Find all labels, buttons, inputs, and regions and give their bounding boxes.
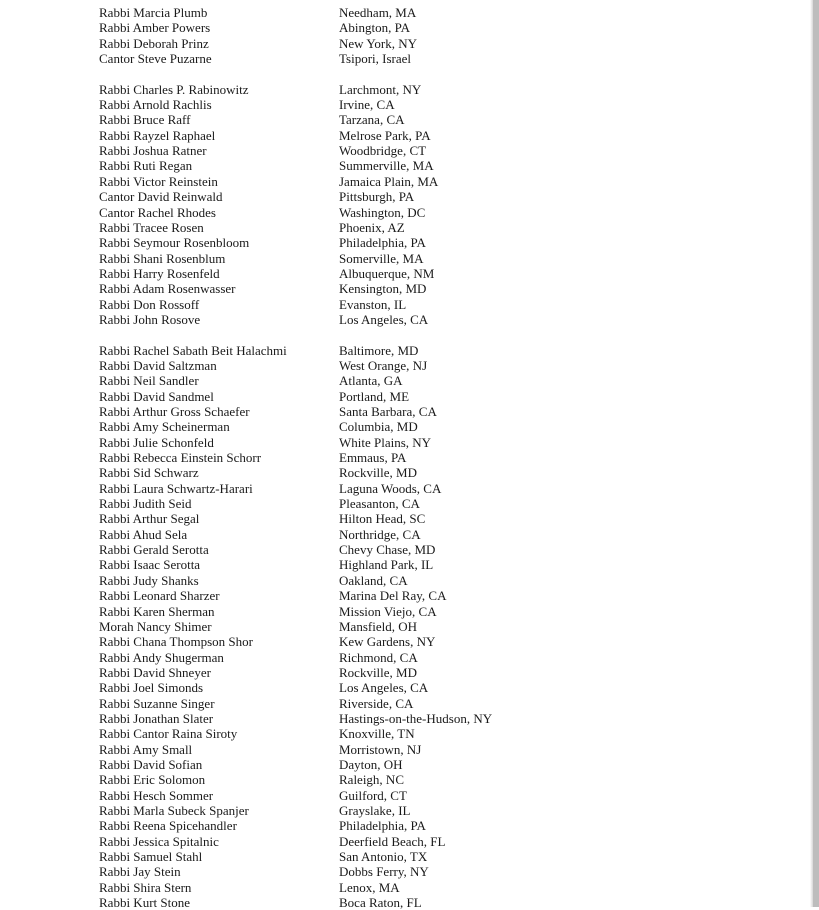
list-item <box>99 557 659 572</box>
signatory-location: West Orange, NJ <box>339 358 428 373</box>
signatory-name: Rabbi Cantor Raina Siroty <box>99 726 238 742</box>
signatory-location: Atlanta, GA <box>339 373 403 389</box>
list-item <box>99 220 659 235</box>
list-item <box>99 128 659 143</box>
signatory-location: Northridge, CA <box>339 526 421 542</box>
page-edge <box>813 0 819 907</box>
signatory-location: Larchmont, NY <box>339 81 422 97</box>
signatory-location: Los Angeles, CA <box>339 680 429 696</box>
list-item <box>99 588 659 603</box>
list-item <box>99 51 659 66</box>
list-item <box>99 726 659 741</box>
list-item <box>99 680 659 695</box>
signatory-name: Rabbi David Shneyer <box>99 664 211 680</box>
signatory-name: Rabbi Chana Thompson Shor <box>99 634 253 650</box>
list-item <box>99 419 659 434</box>
signatory-location: Emmaus, PA <box>339 450 407 466</box>
list-item <box>99 803 659 818</box>
list-item <box>99 573 659 588</box>
signatory-name: Rabbi Hesch Sommer <box>99 787 214 803</box>
signatory-name: Cantor Rachel Rhodes <box>99 204 216 220</box>
list-item <box>99 711 659 726</box>
signatory-location: Summerville, MA <box>339 158 434 174</box>
signatory-name: Rabbi Suzanne Singer <box>99 695 215 711</box>
list-item <box>99 542 659 557</box>
signatory-location: Kensington, MD <box>339 281 427 297</box>
signatory-location: Boca Raton, FL <box>339 895 422 910</box>
signatory-location: Hastings-on-the-Hudson, NY <box>339 710 493 726</box>
list-item <box>99 358 659 373</box>
signatory-location: Columbia, MD <box>339 419 418 435</box>
signatory-list <box>99 5 659 910</box>
signatory-location: Somerville, MA <box>339 250 424 266</box>
signatory-location: Deerfield Beach, FL <box>339 833 446 849</box>
list-item <box>99 205 659 220</box>
list-item <box>99 849 659 864</box>
list-item <box>99 665 659 680</box>
signatory-location: Mansfield, OH <box>339 618 417 634</box>
list-item <box>99 604 659 619</box>
list-group <box>99 5 659 66</box>
signatory-name: Rabbi Don Rossoff <box>99 296 200 312</box>
signatory-name: Rabbi Rachel Sabath Beit Halachmi <box>99 342 287 358</box>
list-item <box>99 772 659 787</box>
signatory-location: Dobbs Ferry, NY <box>339 864 429 880</box>
signatory-location: Baltimore, MD <box>339 342 419 358</box>
signatory-name: Rabbi Bruce Raff <box>99 112 191 128</box>
signatory-name: Rabbi Amy Scheinerman <box>99 419 230 435</box>
signatory-name: Rabbi Jonathan Slater <box>99 710 214 726</box>
list-item <box>99 389 659 404</box>
signatory-name: Rabbi Marcia Plumb <box>99 5 208 20</box>
list-item <box>99 97 659 112</box>
signatory-name: Rabbi Tracee Rosen <box>99 219 204 235</box>
signatory-name: Rabbi Rayzel Raphael <box>99 127 216 143</box>
list-item <box>99 650 659 665</box>
signatory-location: Albuquerque, NM <box>339 265 435 281</box>
signatory-name: Cantor Steve Puzarne <box>99 51 212 67</box>
list-group <box>99 343 659 910</box>
signatory-location: Needham, MA <box>339 5 417 20</box>
signatory-name: Rabbi Amber Powers <box>99 20 211 36</box>
signatory-location: Marina Del Ray, CA <box>339 588 447 604</box>
signatory-location: Tsipori, Israel <box>339 51 412 67</box>
signatory-location: Hilton Head, SC <box>339 511 426 527</box>
signatory-location: Rockville, MD <box>339 664 417 680</box>
signatory-location: Phoenix, AZ <box>339 219 405 235</box>
list-item <box>99 880 659 895</box>
signatory-name: Rabbi Rebecca Einstein Schorr <box>99 450 262 466</box>
signatory-name: Rabbi Arthur Segal <box>99 511 200 527</box>
signatory-name: Rabbi Jessica Spitalnic <box>99 833 219 849</box>
signatory-name: Rabbi Marla Subeck Spanjer <box>99 802 249 818</box>
signatory-location: Oakland, CA <box>339 572 408 588</box>
signatory-name: Rabbi Judith Seid <box>99 496 192 512</box>
signatory-name: Rabbi Samuel Stahl <box>99 849 203 864</box>
signatory-location: Highland Park, IL <box>339 557 434 573</box>
signatory-name: Rabbi David Saltzman <box>99 358 217 373</box>
signatory-name: Rabbi Joel Simonds <box>99 680 204 696</box>
list-item <box>99 158 659 173</box>
list-item <box>99 435 659 450</box>
signatory-location: Rockville, MD <box>339 465 417 481</box>
list-item <box>99 143 659 158</box>
list-item <box>99 235 659 250</box>
signatory-location: Richmond, CA <box>339 649 418 665</box>
signatory-location: Pittsburgh, PA <box>339 189 415 205</box>
signatory-name: Rabbi Charles P. Rabinowitz <box>99 81 249 97</box>
list-item <box>99 373 659 388</box>
signatory-name: Rabbi Sid Schwarz <box>99 465 199 481</box>
list-item <box>99 481 659 496</box>
list-item <box>99 527 659 542</box>
signatory-name: Rabbi Kurt Stone <box>99 895 190 910</box>
list-item <box>99 312 659 327</box>
signatory-location: Knoxville, TN <box>339 726 415 742</box>
signatory-name: Rabbi David Sandmel <box>99 388 214 404</box>
signatory-name: Rabbi Jay Stein <box>99 864 181 880</box>
signatory-location: Melrose Park, PA <box>339 127 431 143</box>
signatory-location: Raleigh, NC <box>339 772 404 788</box>
signatory-location: Chevy Chase, MD <box>339 542 436 558</box>
list-item <box>99 174 659 189</box>
signatory-name: Rabbi Victor Reinstein <box>99 173 218 189</box>
list-item <box>99 634 659 649</box>
signatory-name: Rabbi Neil Sandler <box>99 373 199 389</box>
list-item <box>99 251 659 266</box>
signatory-name: Rabbi Leonard Sharzer <box>99 588 220 604</box>
list-item <box>99 189 659 204</box>
signatory-name: Rabbi Shira Stern <box>99 879 192 895</box>
signatory-name: Rabbi Andy Shugerman <box>99 649 224 665</box>
signatory-location: New York, NY <box>339 35 418 51</box>
signatory-location: Mission Viejo, CA <box>339 603 437 619</box>
signatory-name: Cantor David Reinwald <box>99 189 223 205</box>
list-item <box>99 404 659 419</box>
signatory-location: Lenox, MA <box>339 879 400 895</box>
list-item <box>99 496 659 511</box>
signatory-name: Rabbi Ruti Regan <box>99 158 193 174</box>
list-item <box>99 742 659 757</box>
signatory-location: Grayslake, IL <box>339 802 411 818</box>
signatory-name: Rabbi Deborah Prinz <box>99 35 209 51</box>
signatory-name: Rabbi Reena Spicehandler <box>99 818 237 834</box>
signatory-name: Rabbi Joshua Ratner <box>99 143 207 159</box>
signatory-location: Portland, ME <box>339 388 410 404</box>
signatory-name: Rabbi Arnold Rachlis <box>99 97 212 113</box>
signatory-location: Philadelphia, PA <box>339 818 426 834</box>
list-item <box>99 82 659 97</box>
list-item <box>99 20 659 35</box>
signatory-location: Irvine, CA <box>339 97 395 113</box>
signatory-location: Woodbridge, CT <box>339 143 427 159</box>
list-item <box>99 696 659 711</box>
signatory-location: San Antonio, TX <box>339 849 428 864</box>
signatory-name: Rabbi Ahud Sela <box>99 526 188 542</box>
signatory-name: Rabbi Judy Shanks <box>99 572 199 588</box>
signatory-location: Santa Barbara, CA <box>339 404 437 420</box>
signatory-name: Rabbi Shani Rosenblum <box>99 250 226 266</box>
signatory-location: Riverside, CA <box>339 695 414 711</box>
list-item <box>99 297 659 312</box>
signatory-name: Rabbi Amy Small <box>99 741 193 757</box>
signatory-name: Rabbi Gerald Serotta <box>99 542 209 558</box>
list-item <box>99 834 659 849</box>
signatory-location: White Plains, NY <box>339 434 432 450</box>
list-item <box>99 450 659 465</box>
signatory-location: Guilford, CT <box>339 787 407 803</box>
signatory-name: Rabbi Adam Rosenwasser <box>99 281 236 297</box>
signatory-location: Evanston, IL <box>339 296 407 312</box>
signatory-name: Rabbi John Rosove <box>99 311 201 327</box>
signatory-location: Jamaica Plain, MA <box>339 173 439 189</box>
list-item <box>99 465 659 480</box>
list-item <box>99 266 659 281</box>
list-item <box>99 112 659 127</box>
signatory-name: Rabbi Harry Rosenfeld <box>99 265 220 281</box>
list-item <box>99 281 659 296</box>
list-item <box>99 818 659 833</box>
list-item <box>99 757 659 772</box>
list-item <box>99 5 659 20</box>
signatory-name: Rabbi Isaac Serotta <box>99 557 201 573</box>
list-item <box>99 864 659 879</box>
list-item <box>99 895 659 910</box>
list-item <box>99 788 659 803</box>
signatory-location: Los Angeles, CA <box>339 311 429 327</box>
signatory-name: Rabbi Seymour Rosenbloom <box>99 235 250 251</box>
list-item <box>99 343 659 358</box>
signatory-name: Rabbi Karen Sherman <box>99 603 215 619</box>
signatory-name: Rabbi Eric Solomon <box>99 772 206 788</box>
signatory-location: Washington, DC <box>339 204 426 220</box>
signatory-location: Kew Gardens, NY <box>339 634 436 650</box>
signatory-location: Dayton, OH <box>339 756 403 772</box>
signatory-location: Tarzana, CA <box>339 112 405 128</box>
signatory-location: Abington, PA <box>339 20 411 36</box>
signatory-name: Rabbi David Sofian <box>99 756 203 772</box>
signatory-name: Rabbi Laura Schwartz-Harari <box>99 480 253 496</box>
signatory-name: Morah Nancy Shimer <box>99 618 212 634</box>
signatory-location: Laguna Woods, CA <box>339 480 442 496</box>
signatory-location: Pleasanton, CA <box>339 496 420 512</box>
list-item <box>99 619 659 634</box>
list-item <box>99 511 659 526</box>
signatory-location: Morristown, NJ <box>339 741 422 757</box>
list-group <box>99 82 659 328</box>
signatory-name: Rabbi Julie Schonfeld <box>99 434 214 450</box>
list-item <box>99 36 659 51</box>
signatory-name: Rabbi Arthur Gross Schaefer <box>99 404 250 420</box>
signatory-location: Philadelphia, PA <box>339 235 426 251</box>
